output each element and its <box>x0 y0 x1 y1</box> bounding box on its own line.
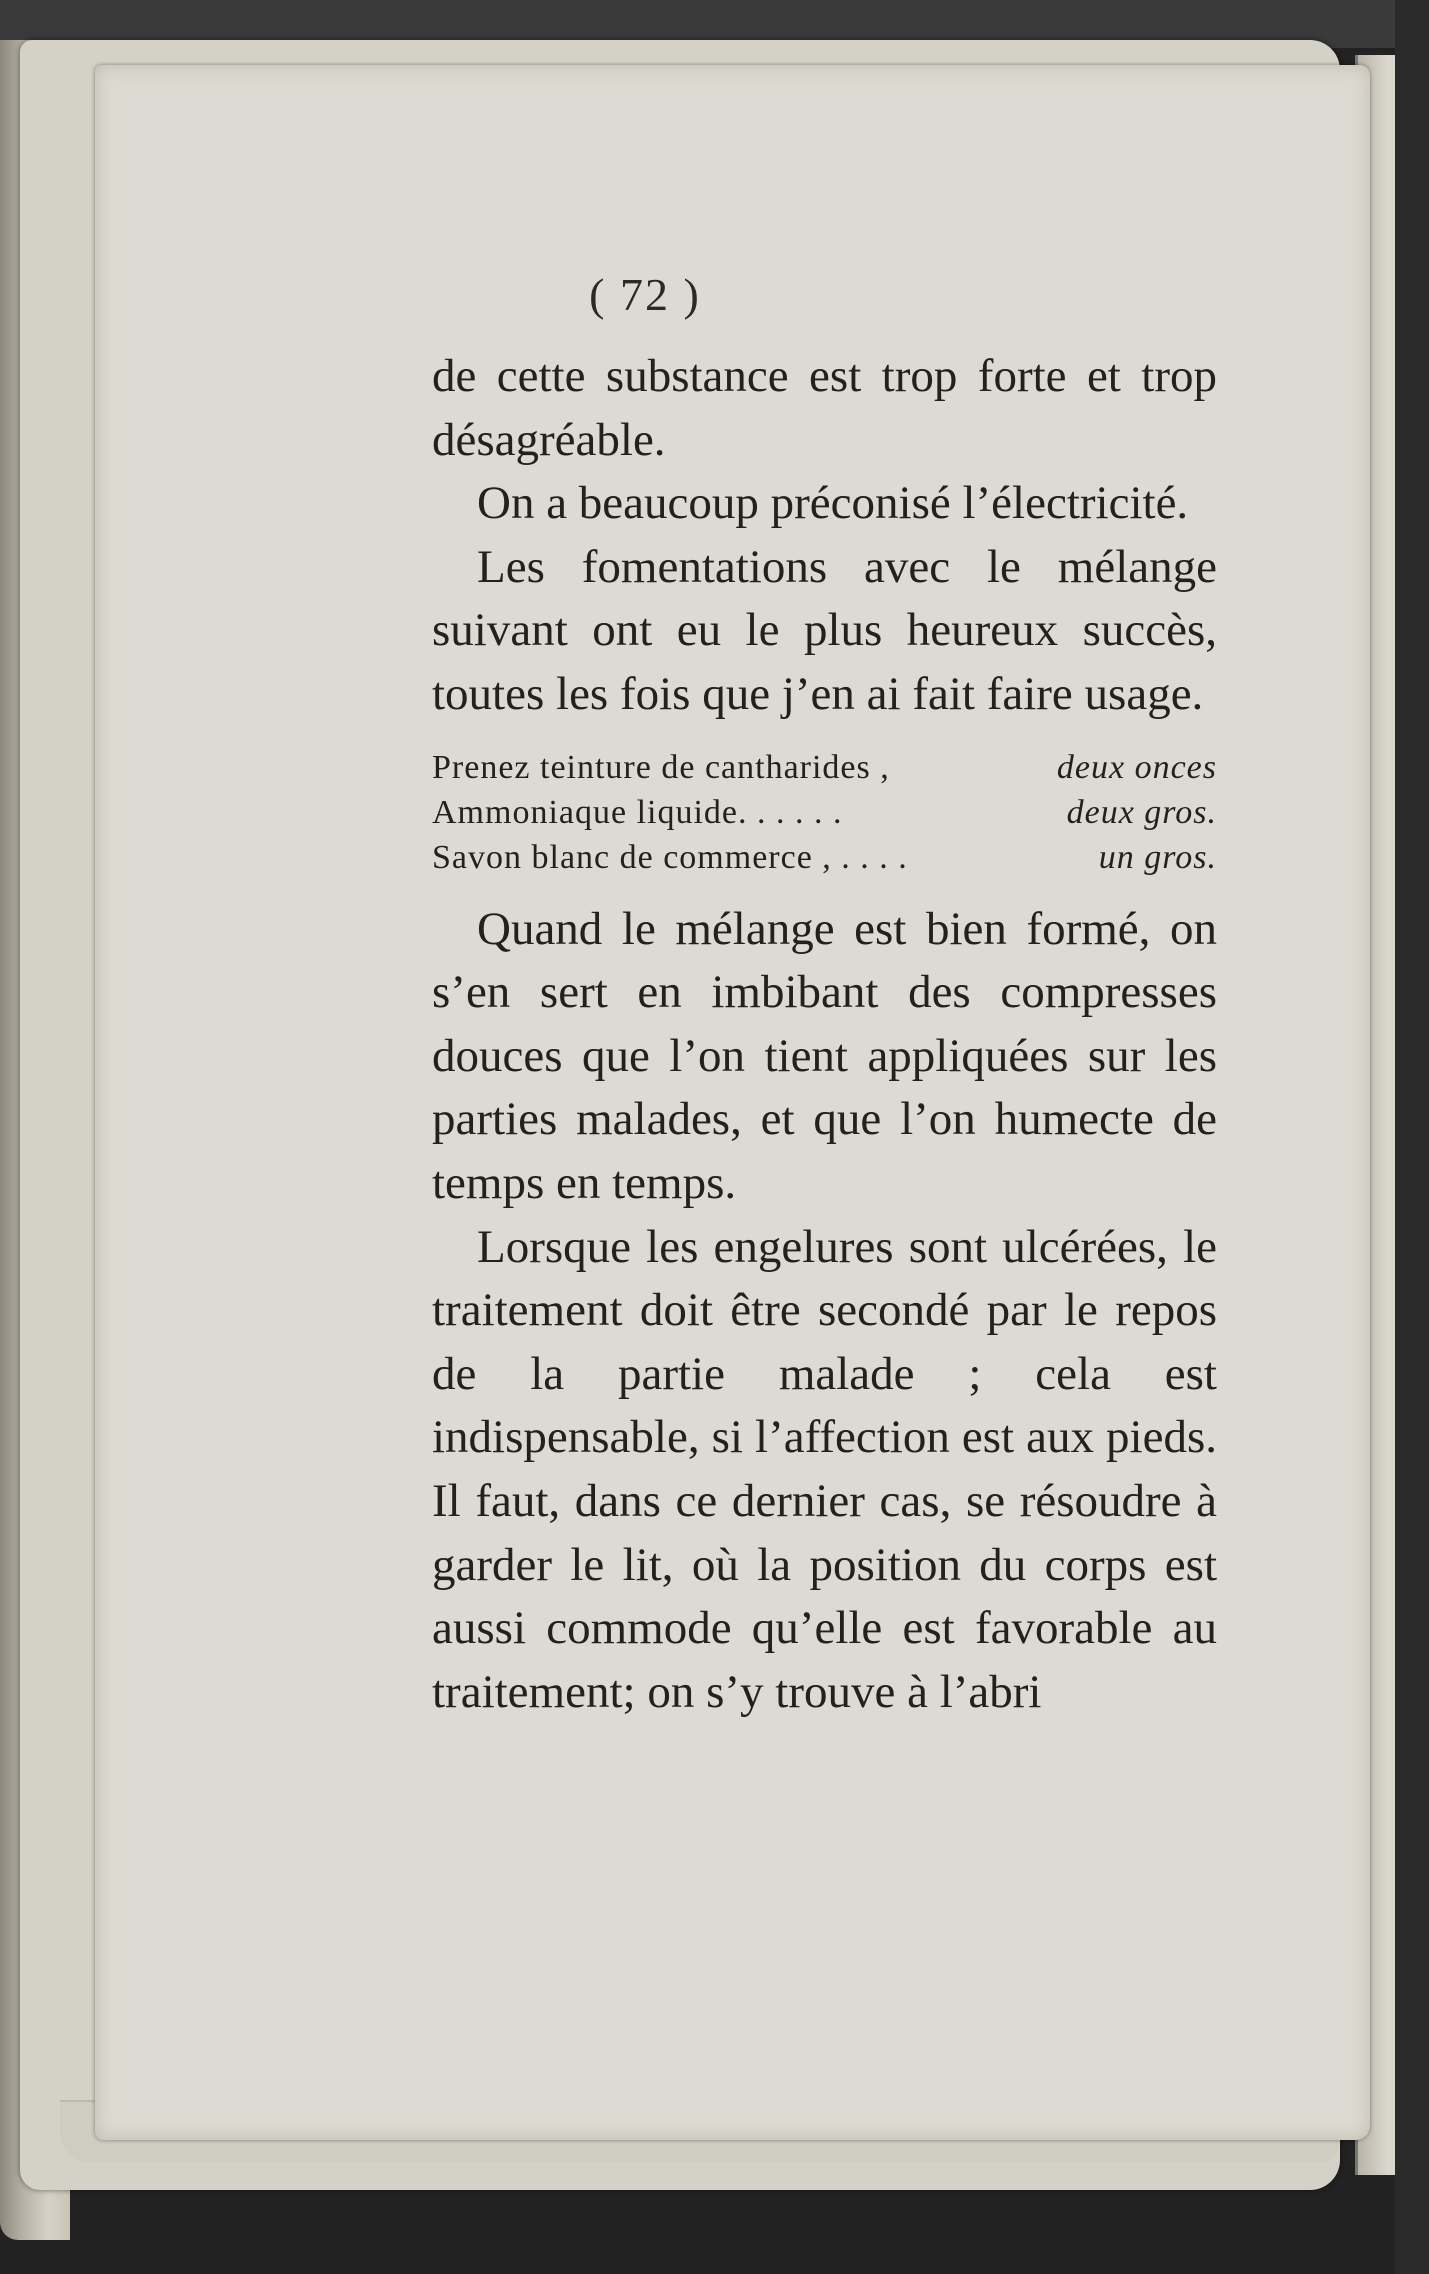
recipe-dose: deux onces <box>1056 748 1217 786</box>
page-number: ( 72 ) <box>589 269 701 320</box>
page-body <box>432 345 1217 1724</box>
paragraph-1: de cette substance est trop forte et trop désagréable. <box>432 350 1217 466</box>
paragraph-2: On a beaucoup préconisé l’électricité. <box>477 477 1189 530</box>
paragraph-4: Quand le mélange est bien formé, on s’en sert en imbibant des compresses douces que l’on tient appliquées sur les parties malades, et que l’on humecte de temps en temps. <box>432 902 1217 1209</box>
paragraph-3: Les fomentations avec le mélange suivant ont eu le plus heureux succès, toutes les fois que j’en ai fait faire usage. <box>432 540 1217 720</box>
scan-right-border <box>1395 0 1429 2274</box>
recipe-list <box>432 745 1217 880</box>
recipe-line <box>432 790 1217 835</box>
recipe-line <box>432 745 1217 790</box>
recipe-ingredient: Savon blanc de commerce , . . . . <box>432 838 908 876</box>
recipe-ingredient: Ammoniaque liquide. . . . . . <box>432 793 843 831</box>
recipe-ingredient: Prenez teinture de cantharides , <box>432 748 890 786</box>
recipe-dose: un gros. <box>1098 838 1217 876</box>
recipe-dose: deux gros. <box>1066 793 1217 831</box>
recipe-line <box>432 835 1217 880</box>
paragraph-5: Lorsque les engelures sont ulcérées, le traitement doit être secondé par le repos de la partie malade ; cela est indispensable, si l’affection est aux pieds. Il faut, dans ce dernier cas, se résoudre à garder le lit, où la position du corps est aussi commode qu’elle est favorable au traitement; on s’y trouve à l’abri <box>432 1220 1217 1718</box>
